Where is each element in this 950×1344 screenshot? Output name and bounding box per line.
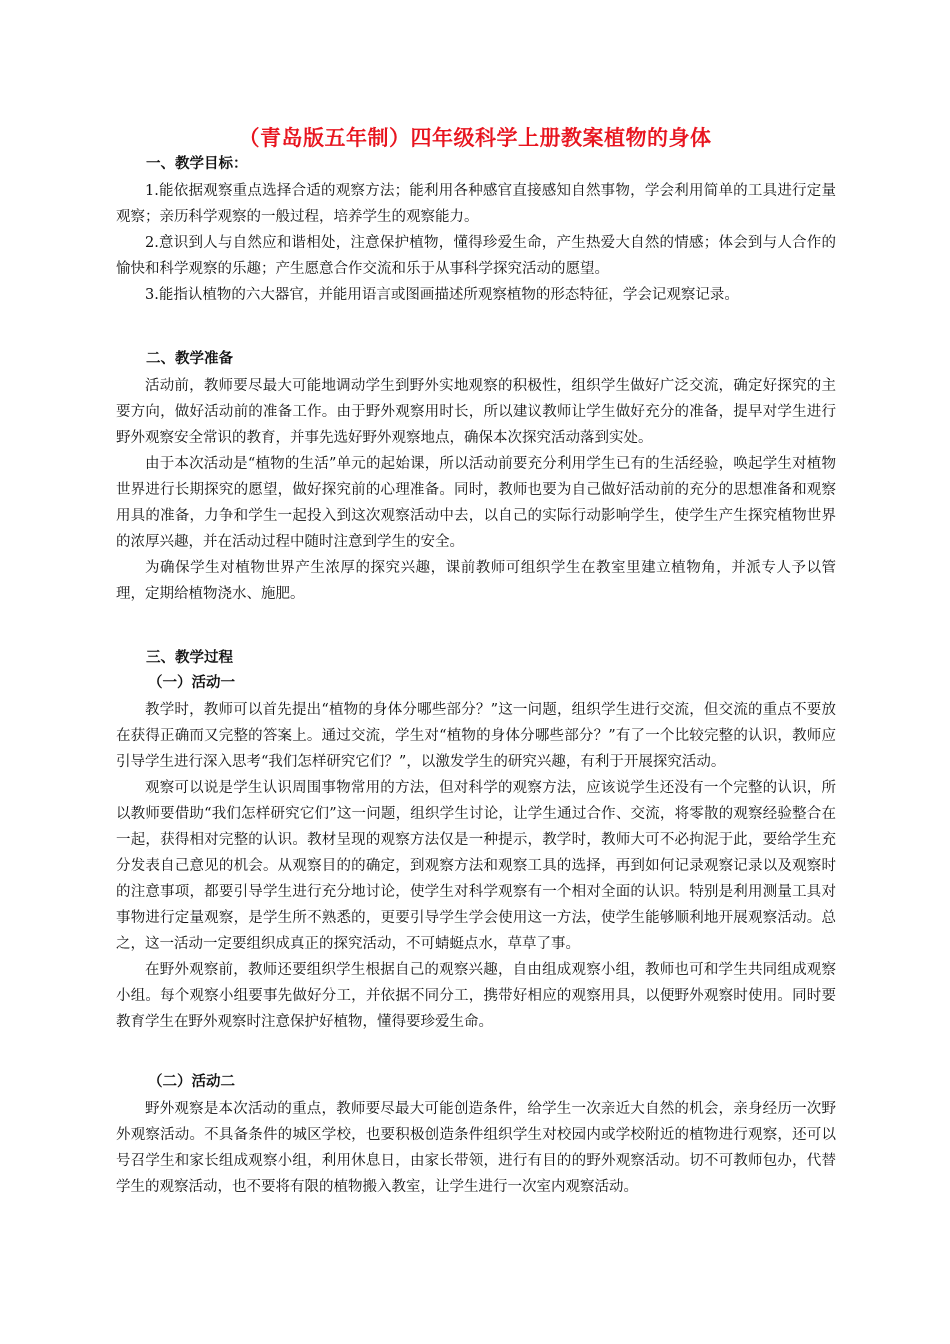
paragraph: 在野外观察前，教师还要组织学生根据自己的观察兴趣，自由组成观察小组，教师也可和学生共同组成观察小组。每个观察小组要事先做好分工，并依据不同分工，携带好相应的观察用具，以便野外观察时使用。同时要教育学生在野外观察时注意保护好植物，懂得要珍爱生命。	[116, 962, 836, 1030]
goal-item: 1.能依据观察重点选择合适的观察方法；能利用各种感官直接感知自然事物，学会利用简单的工具进行定量观察；亲历科学观察的一般过程，培养学生的观察能力。	[116, 183, 836, 225]
paragraph: 观察可以说是学生认识周围事物常用的方法，但对科学的观察方法，应该说学生还没有一个完整的认识，所以教师要借助“我们怎样研究它们”这一问题，组织学生讨论，让学生通过合作、交流，将零散的观察经验整合在一起，获得相对完整的认识。教材呈现的观察方法仅是一种提示，教学时，教师大可不必拘泥于此，要给学生充分发表自己意见的机会。从观察目的的确定，到观察方法和观察工具的选择，再到如何记录观察记录以及观察时的注意事项，都要引导学生进行充分地讨论，使学生对科学观察有一个相对全面的认识。特别是利用测量工具对事物进行定量观察，是学生所不熟悉的，更要引导学生学会使用这一方法，使学生能够顺利地开展观察活动。总之，这一活动一定要组织成真正的探究活动，不可蜻蜓点水，草草了事。	[116, 780, 836, 952]
paragraph: 活动前，教师要尽最大可能地调动学生到野外实地观察的积极性，组织学生做好广泛交流，确定好探究的主要方向，做好活动前的准备工作。由于野外观察用时长，所以建议教师让学生做好充分的准备，提早对学生进行野外观察安全常识的教育，并事先选好野外观察地点，确保本次探究活动落到实处。	[116, 378, 836, 446]
section-heading-prep: 二、教学准备	[146, 351, 233, 367]
page-title: （青岛版五年制）四年级科学上册教案植物的身体	[238, 126, 712, 150]
document-body	[116, 153, 836, 1200]
section-heading-process: 三、教学过程	[146, 650, 233, 666]
paragraph: 野外观察是本次活动的重点，教师要尽最大可能创造条件，给学生一次亲近大自然的机会，亲身经历一次野外观察活动。不具备条件的城区学校，也要积极创造条件组织学生对校园内或学校附近的植物进行观察，还可以号召学生和家长组成观察小组，利用休息日，由家长带领，进行有目的的野外观察活动。切不可教师包办，代替学生的观察活动，也不要将有限的植物搬入教室，让学生进行一次室内观察活动。	[116, 1101, 836, 1195]
subheading-activity-2: （二）活动二	[148, 1074, 235, 1090]
section-heading-goals: 一、教学目标：	[146, 156, 248, 172]
paragraph: 为确保学生对植物世界产生浓厚的探究兴趣，课前教师可组织学生在教室里建立植物角，并派专人予以管理，定期给植物浇水、施肥。	[116, 560, 836, 602]
paragraph: 由于本次活动是“植物的生活”单元的起始课，所以活动前要充分利用学生已有的生活经验，唤起学生对植物世界进行长期探究的愿望，做好探究前的心理准备。同时，教师也要为自己做好活动前的充分的思想准备和观察用具的准备，力争和学生一起投入到这次观察活动中去，以自己的实际行动影响学生，使学生产生探究植物世界的浓厚兴趣，并在活动过程中随时注意到学生的安全。	[116, 456, 836, 550]
goal-item: 2.意识到人与自然应和谐相处，注意保护植物，懂得珍爱生命，产生热爱大自然的情感；体会到与人合作的愉快和科学观察的乐趣；产生愿意合作交流和乐于从事科学探究活动的愿望。	[116, 235, 836, 277]
goal-item: 3.能指认植物的六大器官，并能用语言或图画描述所观察植物的形态特征，学会记观察记录。	[145, 287, 739, 303]
paragraph: 教学时，教师可以首先提出“植物的身体分哪些部分？”这一问题，组织学生进行交流，但交流的重点不要放在获得正确而又完整的答案上。通过交流，学生对“植物的身体分哪些部分？”有了一个比较完整的认识，教师应引导学生进行深入思考“我们怎样研究它们？”，以激发学生的研究兴趣，有利于开展探究活动。	[116, 702, 836, 770]
subheading-activity-1: （一）活动一	[148, 675, 235, 691]
